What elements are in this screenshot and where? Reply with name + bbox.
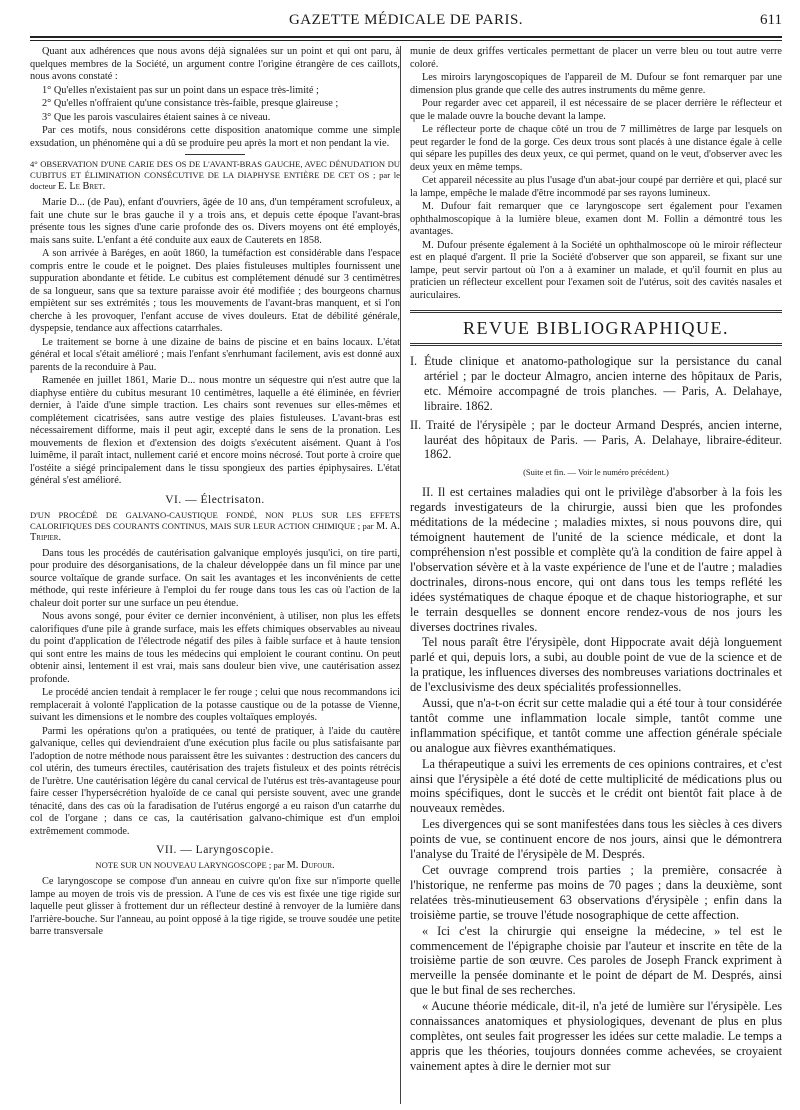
paragraph: Les divergences qui se sont manifestées dans tous les siècles à ces divers points de vue, se continuent encore de nos jours, ainsi que le démontrera l'analyse du Traité de l'érysipèle de M. Després. xyxy=(410,817,782,862)
header-rule xyxy=(30,36,782,38)
bibliography-entry: II. Traité de l'érysipèle ; par le docteur Armand Després, ancien interne, lauréat des hôpitaux de Paris. — Paris, A. Delahaye, libraire-éditeur. 1862. xyxy=(410,417,782,462)
column-divider xyxy=(400,46,401,1104)
paragraph: M. Dufour présente également à la Société un ophthalmoscope où le miroir réflecteur est en plaqué d'argent. Il prie la Société d'observer que son appareil, se fixant sur une lampe, peut servir partout où l'on a à examiner un malade, et qu'il fournit en plus au praticien un réflecteur excellent pour l'examen soit de l'utérus, soit des cavités nasales et auriculaires. xyxy=(410,239,782,301)
observation-author: E. Le Bret. xyxy=(57,181,106,192)
paragraph: Cet ouvrage comprend trois parties ; la première, consacrée à l'historique, ne renferme pas moins de 70 pages ; dans la deuxième, sont relatées très-minutieusement 63 observations d'érysipèle ; enfin dans la troisième partie, se trouve l'étude nosographique de cette affection. xyxy=(410,863,782,922)
continuation-note: (Suite et fin. — Voir le numéro précédent.) xyxy=(523,467,669,478)
right-column xyxy=(410,46,782,1106)
list-item: 3° Que les parois vasculaires étaient saines à ce niveau. xyxy=(42,111,271,123)
paragraph: Parmi les opérations qu'on a pratiquées, ou tenté de pratiquer, à l'aide du cautère galvanique, celles qui deviendraient d'une exécution plus facile ou plus satisfaisante par l'adoption de notre méthode nous paraissent être les suivantes : destruction des cancers du col utérin, des tumeurs érectiles, cautérisation des trajets fistuleux et des points rétrécis de l'urètre. Une cautérisation légère du canal cervical de l'utérus est très-avantageuse pour faire cesser l'hypersécrétion hyaloïde de ce canal qui persiste souvent, avec une grande ténacité, dans des cas où la faradisation de l'utérus engorgé a eu raison d'un catarrhe du col de l'organe ; dans ce cas, la cautérisation galvano-chimique est d'un emploi extrêmement commode. xyxy=(30,725,400,837)
header-rule-thin xyxy=(30,40,782,41)
paragraph: Pour regarder avec cet appareil, il est nécessaire de se placer derrière le réflecteur et que le malade ouvre la bouche devant la lampe. xyxy=(410,98,782,122)
paragraph: Tel nous paraît être l'érysipèle, dont Hippocrate avait déjà longuement parlé et qui, depuis lors, a subi, au double point de vue de la science et de la pratique, les influences diverses des nombreuses variations doctrinales et de l'exclusivisme des deux spécialités professionnelles. xyxy=(410,635,782,695)
paragraph: Le traitement se borne à une dizaine de bains de piscine et en bains locaux. L'état général et local s'était amélioré ; mais l'enfant s'enrhumant facilement, avis est donné aux parents de la reconduire à Pau. xyxy=(30,336,400,373)
list-item: 1° Qu'elles n'existaient pas sur un point dans un espace très-limité ; xyxy=(42,84,319,96)
paragraph: Marie D... (de Pau), enfant d'ouvriers, âgée de 10 ans, d'un tempérament scrofuleux, a fait une chute sur le bras gauche il y a trois ans, et depuis cette époque l'avant-bras présente tous les signes d'une carie profonde des os. Divers moyens ont été employés, mais sans suite. L'enfant a été conduite aux eaux de Cauterets en 1858. xyxy=(30,197,400,246)
revue-bibliographique-heading: REVUE BIBLIOGRAPHIQUE. xyxy=(410,310,782,346)
section-7-author: M. Dufour. xyxy=(286,860,335,871)
paragraph: Cet appareil nécessite au plus l'usage d'un abat-jour coupé par derrière et qui, placé sur la lampe, empêche le malade d'être incommodé par ses rayons lumineux. xyxy=(410,175,782,199)
paragraph: Nous avons songé, pour éviter ce dernier inconvénient, à utiliser, non plus les effets calorifiques d'une pile à grande surface, mais les effets chimiques observables au niveau du point d'application de l'électrode négatif des piles à faible surface et à haute tension qui sont entre les mains de tous les médecins qui emploient le courant continu. On peut obtenir ainsi, lentement il est vrai, mais sans douleur bien vive, une cautérisation assez profonde. xyxy=(30,611,400,685)
paragraph: Ce laryngoscope se compose d'un anneau en cuivre qu'on fixe sur n'importe quelle lampe au moyen de trois vis de pression. A l'une de ces vis est fixée une tige rigide sur laquelle peut glisser à frottement dur un réflecteur destiné à renvoyer de la lumière dans l'arrière-bouche. Sur l'anneau, au point opposé à la tige rigide, se trouve soudée une petite barre transversale xyxy=(30,876,400,937)
bibliography-entry: I. Étude clinique et anatomo-pathologique sur la persistance du canal artériel ; par le docteur Almagro, ancien interne des hôpitaux de Paris, etc. Mémoire accompagné de trois planches. — Paris, A. Delahaye, libraire. 1862. xyxy=(410,354,782,413)
section-7-subtitle xyxy=(30,860,400,871)
left-column xyxy=(30,46,400,1106)
page-number: 611 xyxy=(760,12,782,28)
paragraph: Les miroirs laryngoscopiques de l'appareil de M. Dufour se font remarquer par une dimension plus grande que celle des autres instruments du même genre. xyxy=(410,72,782,96)
paragraph: Aussi, que n'a-t-on écrit sur cette maladie qui a été tour à tour considérée tantôt comme une inflammation locale simple, tantôt comme une inflammation spécifique, et tantôt comme une affection générale spéciale ou analogue aux fièvres exanthématiques. xyxy=(410,696,782,755)
separator xyxy=(185,154,245,155)
section-heading-7: VII. — Laryngoscopie. xyxy=(156,844,274,856)
paragraph: « Aucune théorie médicale, dit-il, n'a jeté de lumière sur l'érysipèle. Les connaissances anatomiques et physiologiques, devenant de plus en plus complètes, ont seules fait progresser les idées sur cette maladie. Le temps a appris que les théories, toujours données comme achevées, se croyaient vainement aptes à dire le dernier mot sur xyxy=(410,999,782,1073)
paragraph: Quant aux adhérences que nous avons déjà signalées sur un point et qui ont paru, à quelques membres de la Société, un argument contre l'origine étrangère de ces caillots, nous avons constaté : xyxy=(30,46,400,82)
paragraph: M. Dufour fait remarquer que ce laryngoscope sert également pour l'examen ophthalmoscopique à la lumière bleue, examen dont M. Follin a démontré tous les avantages. xyxy=(410,201,782,237)
section-6-subtitle-text: D'UN PROCÉDÉ DE GALVANO-CAUSTIQUE FONDÉ, NON PLUS SUR LES EFFETS CALORIFIQUES DES COURANTS CONTINUS, MAIS SUR LEUR ACTION CHIMIQUE ; par xyxy=(30,509,400,531)
paragraph: II. Il est certaines maladies qui ont le privilège d'absorber à la fois les regards investigateurs de la chirurgie, aussi bien que les profondes méditations de la médecine ; maladies mixtes, si nous pouvons dire, qui témoignent hautement de l'unité de la science médicale, et dont la compréhension n'est possible et complète qu'à la condition de faire appel à l'observation sévère et à la vaste expérience de l'une et de l'autre ; maladies doctrinales, dirons-nous encore, qui ont dans tous les temps reflété les idées systématiques de chaque époque et de chaque historiographe, et sur le terrain desquelles se donnent encore rendez-vous de nos jours les diverses doctrines rivales. xyxy=(410,485,782,634)
section-6-author: M. A. Tripier. xyxy=(30,520,400,543)
running-head: GAZETTE MÉDICALE DE PARIS. xyxy=(288,12,524,28)
paragraph: munie de deux griffes verticales permettant de placer un verre bleu ou tout autre verre coloré. xyxy=(410,46,782,70)
observation-title-text: 4° OBSERVATION D'UNE CARIE DES OS DE L'AVANT-BRAS GAUCHE, AVEC DÉNUDATION DU CUBITUS ET ÉLIMINATION CONSÉCUTIVE DE LA DIAPHYSE ENTIÈRE DE CET OS ; par le docteur xyxy=(30,159,400,191)
paragraph: La thérapeutique a suivi les errements de ces opinions contraires, et c'est ainsi que l'érysipèle a été doté de cette multiplicité de médications plus ou moins spécifiques, dont le succès et le crédit ont bientôt fait place à de nouveaux remèdes. xyxy=(410,756,782,816)
paragraph: Le procédé ancien tendait à remplacer le fer rouge ; celui que nous recommandons ici remplacerait à volonté l'application de la potasse caustique ou de la potasse de Vienne, suivant les dimensions et le nombre des couples voltaïques employés. xyxy=(30,687,400,723)
section-6-subtitle xyxy=(30,510,400,543)
paragraph: « Ici c'est la chirurgie qui enseigne la médecine, » tel est le commencement de l'épigraphe choisie par l'auteur et inscrite en tête de la troisième partie de son œuvre. Ces paroles de Joseph Franck expriment à merveille la pensée dominante et le point de départ de M. Després, ainsi que le but final de ses recherches. xyxy=(410,923,782,998)
section-heading-6: VI. — Électrisaton. xyxy=(165,493,265,506)
paragraph: A son arrivée à Baréges, en août 1860, la tuméfaction est considérable dans l'espace compris entre le coude et le poignet. Des plaies fistuleuses multiples fournissent une suppuration abondante et fétide. Le cubitus est complétement dénudé sur 3 centimètres de sa longueur, sans que sa texture paraisse avoir été modifiée ; des bourgeons charnus empiètent sur ses extrémités ; tous les mouvements de l'avant-bras manquent, et si l'on cherche à les provoquer, l'enfant accuse de vives douleurs. Etat de débilité générale, dyspepsie, tendance aux affections catarrhales. xyxy=(30,248,400,334)
paragraph: Par ces motifs, nous considérons cette disposition anatomique comme une simple exsudation, un phénomène qui a dû se produire peu après la mort et non pendant la vie. xyxy=(30,125,400,149)
list-item: 2° Qu'elles n'offraient qu'une consistance très-faible, presque glaireuse ; xyxy=(42,98,339,109)
paragraph: Dans tous les procédés de cautérisation galvanique employés jusqu'ici, on tire parti, pour produire des désorganisations, de la chaleur développée dans un fil mince par une source voltaïque de grande surface. On sait les avantages et les inconvénients de cette méthode, qui reste inférieure à l'emploi du fer rouge dans tous les cas où l'action de la chaleur doit porter sur une surface un peu étendue. xyxy=(30,547,400,609)
observation-title xyxy=(30,159,400,192)
page-header xyxy=(30,12,782,34)
section-7-subtitle-text: NOTE SUR UN NOUVEAU LARYNGOSCOPE ; par xyxy=(95,860,285,870)
paragraph: Le réflecteur porte de chaque côté un trou de 7 millimètres de large par lesquels on peut regarder le fond de la gorge. Ces deux trous sont placés à une distance égale à celle qui sépare les pupilles des deux yeux, ce qui permet, quand on le veut, d'observer avec les deux yeux en même temps. xyxy=(410,124,782,173)
review-body xyxy=(410,485,782,1073)
paragraph: Ramenée en juillet 1861, Marie D... nous montre un séquestre qui n'est autre que la diaphyse entière du cubitus mesurant 10 centimètres, laquelle a été éliminée, en février dernier, à l'aide d'une simple traction. Les chairs sont revenues sur elles-mêmes et complétement cicatrisées, sans autre vestige des plaies fistuleuses. L'avant-bras est nécessairement difforme, mais il peut agir, excepté dans le sens de la pronation. Les mouvements de flexion et d'extension des doigts s'exécutent aisément. Quant à l'os luimême, il paraît intact, nullement carié et encore moins nécrosé. Tout porte à croire que l'ostéite a siégé principalement dans le tissu spongieux des parties épiphysaires. L'état général s'est amélioré. xyxy=(30,375,400,486)
